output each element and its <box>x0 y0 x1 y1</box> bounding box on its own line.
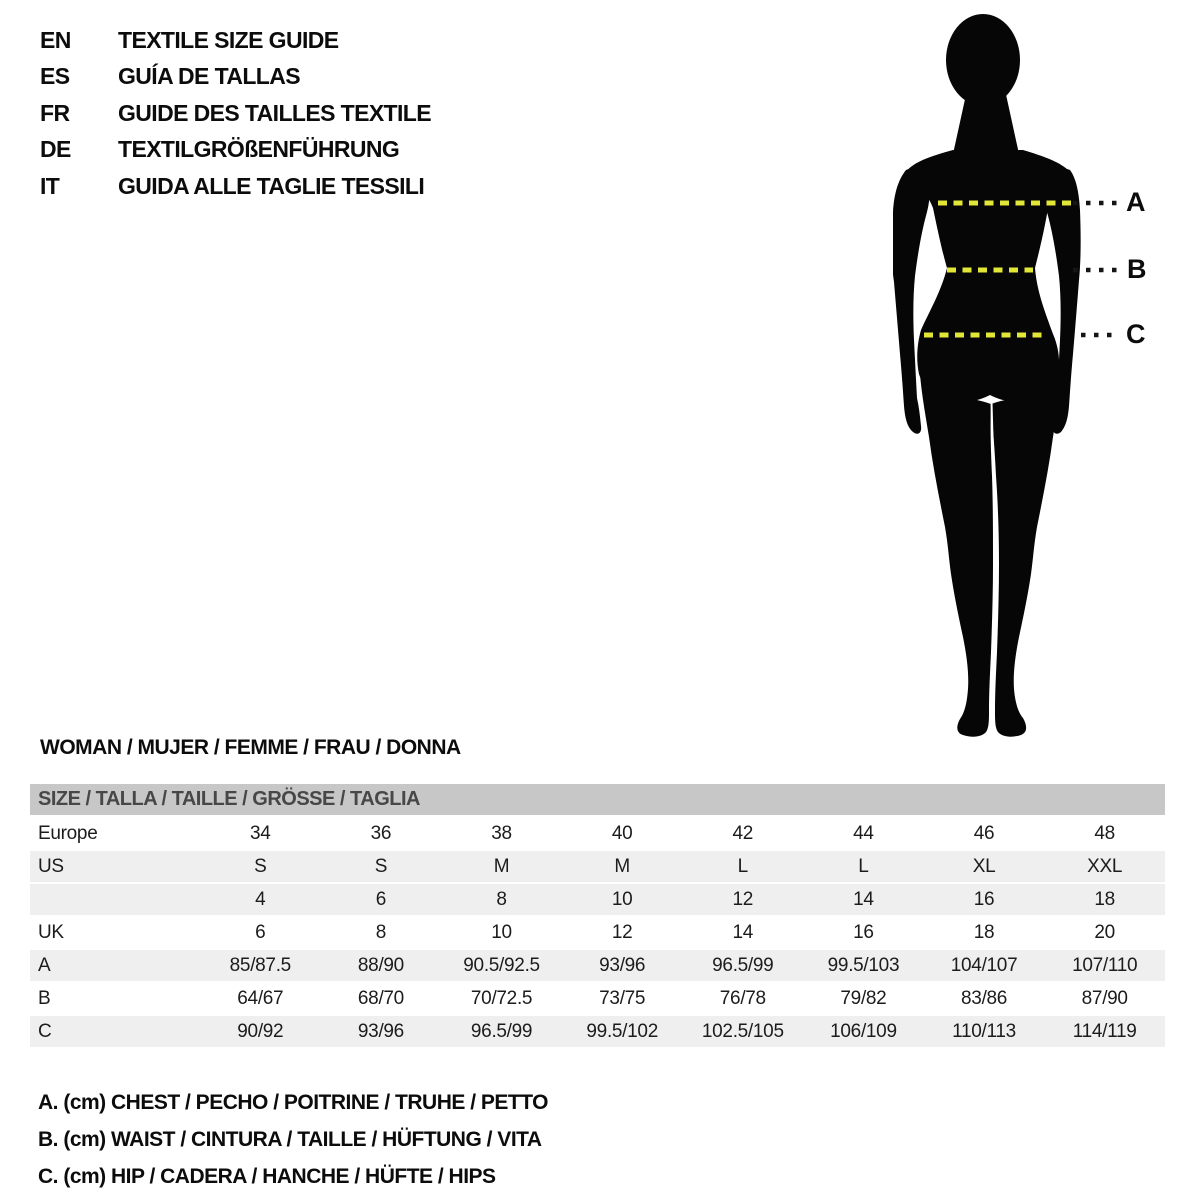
table-cell: 93/96 <box>599 954 646 976</box>
language-row <box>40 132 431 169</box>
table-cell: 20 <box>1094 921 1115 943</box>
table-cell: 87/90 <box>1081 987 1128 1009</box>
table-cell: XL <box>972 855 996 877</box>
table-row <box>30 983 1165 1014</box>
language-title: TEXTILE SIZE GUIDE <box>118 26 339 53</box>
table-row-label: UK <box>38 921 64 943</box>
table-cell: 6 <box>255 921 266 943</box>
table-cell: 16 <box>853 921 874 943</box>
table-cell: 68/70 <box>357 987 404 1009</box>
measurement-legend <box>38 1084 548 1195</box>
table-cell: 114/119 <box>1072 1020 1137 1042</box>
table-row-label: A <box>38 954 51 976</box>
language-row <box>40 168 431 205</box>
table-cell: 42 <box>732 822 754 844</box>
table-cell: 6 <box>375 888 387 910</box>
table-cell: XXL <box>1087 855 1123 877</box>
table-row-label: B <box>38 987 51 1009</box>
language-code: DE <box>40 136 71 163</box>
table-cell: M <box>614 855 630 877</box>
table-cell: 83/86 <box>961 987 1008 1009</box>
legend-line: C. (cm) HIP / CADERA / HANCHE / HÜFTE / HIPS <box>38 1165 496 1188</box>
table-cell: 90.5/92.5 <box>463 954 540 976</box>
table-cell: 4 <box>255 888 266 910</box>
table-cell: 8 <box>375 921 387 943</box>
language-code: IT <box>40 172 60 199</box>
table-row-label: US <box>38 855 64 877</box>
language-code: EN <box>40 26 71 53</box>
table-row <box>30 1016 1165 1047</box>
table-cell: 93/96 <box>357 1020 404 1042</box>
section-title: WOMAN / MUJER / FEMME / FRAU / DONNA <box>40 736 461 759</box>
table-cell: 102.5/105 <box>701 1020 784 1042</box>
size-table-body <box>30 818 1165 1047</box>
table-cell: 48 <box>1094 822 1115 844</box>
size-table <box>30 784 1165 1049</box>
table-cell: 12 <box>732 888 754 910</box>
table-cell: L <box>858 855 869 877</box>
language-list <box>40 22 431 205</box>
table-cell: 10 <box>611 888 633 910</box>
table-cell: 70/72.5 <box>470 987 533 1009</box>
legend-line: A. (cm) CHEST / PECHO / POITRINE / TRUHE / PETTO <box>38 1091 549 1114</box>
table-cell: 106/109 <box>830 1020 897 1042</box>
table-cell: 14 <box>732 921 754 943</box>
silhouette-neck <box>953 90 1019 154</box>
table-row-label: C <box>38 1020 52 1042</box>
table-cell: 85/87.5 <box>229 954 291 976</box>
table-cell: 8 <box>496 888 507 910</box>
table-cell: 96.5/99 <box>712 954 774 976</box>
table-cell: 40 <box>611 822 633 844</box>
table-cell: 90/92 <box>237 1020 284 1042</box>
language-row <box>40 59 431 96</box>
legend-line: B. (cm) WAIST / CINTURA / TAILLE / HÜFTUNG / VITA <box>38 1128 542 1151</box>
table-cell: 79/82 <box>840 987 887 1009</box>
table-cell: 36 <box>370 822 392 844</box>
table-cell: 44 <box>853 822 874 844</box>
language-row <box>40 22 431 59</box>
size-table-header: SIZE / TALLA / TAILLE / GRÖSSE / TAGLIA <box>30 784 1165 815</box>
table-cell: 12 <box>611 921 633 943</box>
language-code: FR <box>40 99 70 126</box>
table-row <box>30 818 1165 849</box>
table-row <box>30 884 1165 915</box>
table-cell: M <box>493 855 510 877</box>
table-row <box>30 950 1165 981</box>
table-cell: 10 <box>491 921 512 943</box>
silhouette-left-leg <box>919 362 993 737</box>
marker-label-waist: B <box>1127 254 1147 284</box>
table-cell: L <box>737 855 748 877</box>
table-cell: 88/90 <box>357 954 404 976</box>
table-cell: 104/107 <box>950 954 1018 976</box>
table-cell: 18 <box>1094 888 1115 910</box>
table-cell: S <box>254 855 267 877</box>
table-cell: 46 <box>973 822 995 844</box>
table-cell: 110/113 <box>952 1020 1016 1042</box>
table-cell: 64/67 <box>237 987 284 1009</box>
marker-label-chest: A <box>1126 187 1146 217</box>
table-cell: 16 <box>973 888 995 910</box>
language-title: GUIDE DES TAILLES TEXTILE <box>118 99 431 126</box>
language-title: GUIDA ALLE TAGLIE TESSILI <box>118 172 425 199</box>
table-cell: 14 <box>853 888 874 910</box>
table-cell: 76/78 <box>719 987 766 1009</box>
silhouette-right-leg <box>991 362 1063 737</box>
language-title: GUÍA DE TALLAS <box>118 63 300 90</box>
woman-silhouette <box>893 12 1153 738</box>
table-row <box>30 917 1165 948</box>
table-cell: 96.5/99 <box>470 1020 533 1042</box>
table-cell: 38 <box>491 822 512 844</box>
table-row <box>30 851 1165 882</box>
table-cell: 73/75 <box>599 987 646 1009</box>
table-cell: 99.5/103 <box>827 954 900 976</box>
figure-area <box>893 12 1153 738</box>
table-row-label: Europe <box>38 822 98 844</box>
language-code: ES <box>40 63 70 90</box>
table-cell: 34 <box>250 822 271 844</box>
table-cell: 107/110 <box>1072 954 1138 976</box>
language-title: TEXTILGRÖßENFÜHRUNG <box>118 136 400 163</box>
language-row <box>40 95 431 132</box>
marker-label-hip: C <box>1126 319 1146 349</box>
table-cell: 99.5/102 <box>586 1020 658 1042</box>
table-cell: S <box>374 855 388 877</box>
table-cell: 18 <box>973 921 995 943</box>
